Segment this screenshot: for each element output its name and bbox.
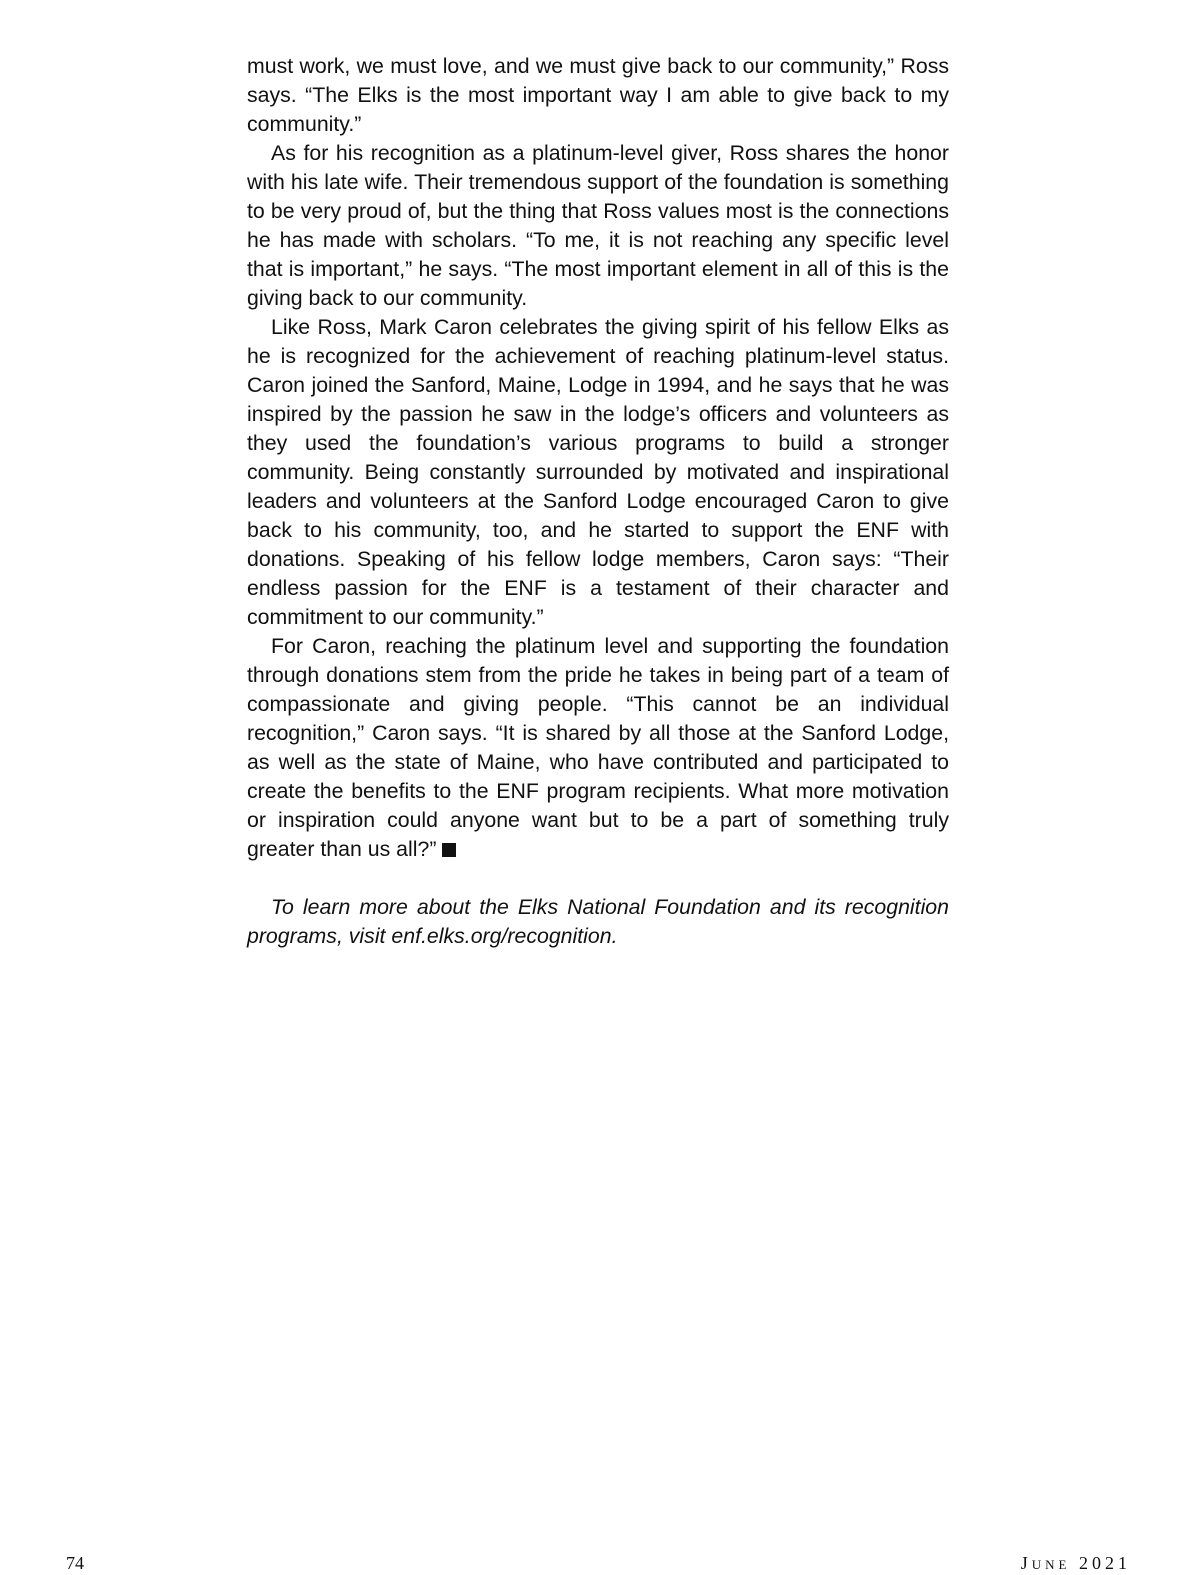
page-number: 74 [66,1553,84,1573]
article-paragraph-text: For Caron, reaching the platinum level and supporting the foundation through donations stem from the pride he takes in being part of a team of compassionate and giving people. “This cannot be an individual recognition,” Caron says. “It is shared by all those at the Sanford Lodge, as well as the state of Maine, who have contributed and participated to create the benefits to the ENF program recipients. What more motivation or inspiration could anyone want but to be a part of something truly greater than us all?” [247,634,949,861]
article-body [247,52,949,951]
article-paragraph-final [247,632,949,864]
article-paragraph: Like Ross, Mark Caron celebrates the giving spirit of his fellow Elks as he is recognized for the achievement of reaching platinum-level status. Caron joined the Sanford, Maine, Lodge in 1994, and he says that he was inspired by the passion he saw in the lodge’s officers and volunteers as they used the foundation’s various programs to build a stronger community. Being constantly surrounded by motivated and inspirational leaders and volunteers at the Sanford Lodge encouraged Caron to give back to his community, too, and he started to support the ENF with donations. Speaking of his fellow lodge members, Caron says: “Their endless passion for the ENF is a testament of their character and commitment to our community.” [247,315,949,629]
end-of-article-mark [442,843,456,857]
issue-date: June 2021 [1020,1553,1131,1573]
article-paragraph: must work, we must love, and we must give back to our community,” Ross says. “The Elks is the most important way I am able to give back to my community.” [247,54,949,136]
article-paragraph: As for his recognition as a platinum-level giver, Ross shares the honor with his late wife. Their tremendous support of the foundation is something to be very proud of, but the thing that Ross values most is the connections he has made with scholars. “To me, it is not reaching any specific level that is important,” he says. “The most important element in all of this is the giving back to our community. [247,141,949,310]
closing-note: To learn more about the Elks National Foundation and its recognition programs, visit enf.elks.org/recognition. [247,895,949,948]
